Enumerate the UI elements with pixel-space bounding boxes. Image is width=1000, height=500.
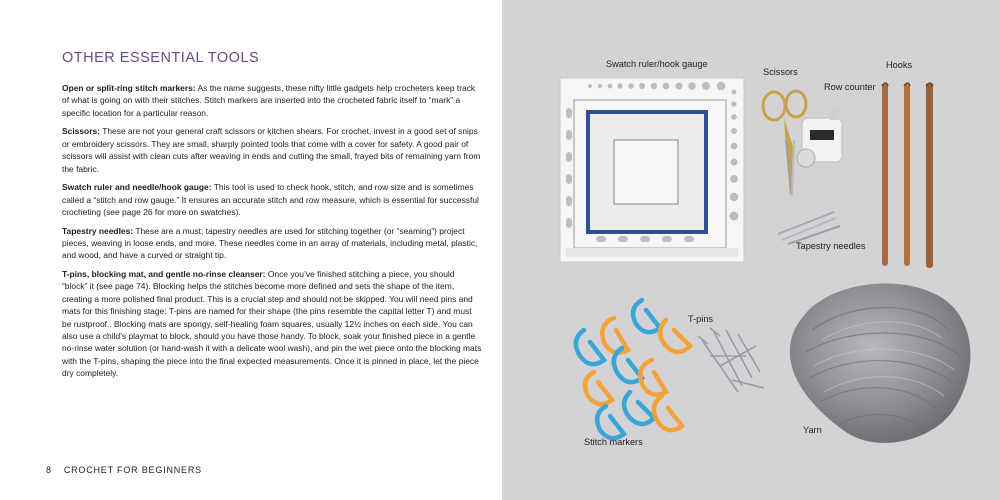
label-swatch-ruler: Swatch ruler/hook gauge xyxy=(606,59,708,69)
yarn-image xyxy=(790,284,971,443)
label-stitch-markers: Stitch markers xyxy=(584,437,643,447)
label-hooks: Hooks xyxy=(886,60,913,70)
swatch-ruler-image xyxy=(560,78,744,262)
paragraph-swatch-ruler xyxy=(62,181,482,218)
running-title: CROCHET FOR BEGINNERS xyxy=(63,465,202,475)
paragraph-t-pins xyxy=(62,268,482,380)
label-t-pins: T-pins xyxy=(688,314,714,324)
right-page-photo xyxy=(502,0,1000,500)
label-scissors: Scissors xyxy=(763,67,798,77)
paragraph-tapestry-needles xyxy=(62,225,482,262)
tapestry-needles-image xyxy=(778,212,840,244)
description: Once you’ve finished stitching a piece, you should “block” it (see page 74). Blocking helps the stitches become more defined and sets the shape of the item, creating a more polished final product. This is a crucial step and should not be skipped. You will need pins and mats for this finishing stage: T-pins are named for their shape (the pins resemble the capital letter T) and must be rustproof.. Blocking mats are spongy, self-healing foam squares, usually 12½ inches on each side. You can also use a child’s playmat to block, should you have those handy. To block, soak your finished piece in a gentle no-rinse water solution (or hand-wash it with a delicate wool wash), and pin the wet piece onto the blocking mats with the T-pins, shaping the piece into the final expected measurements. Once it is pinned in place, let the piece dry completely. xyxy=(62,269,482,379)
paragraph-stitch-markers xyxy=(62,82,482,119)
section-heading: OTHER ESSENTIAL TOOLS xyxy=(62,50,260,66)
label-tapestry-needles: Tapestry needles xyxy=(796,241,866,251)
term: Open or split-ring stitch markers: xyxy=(62,83,196,93)
row-counter-image xyxy=(797,108,842,167)
body-text xyxy=(62,82,482,386)
term: Scissors: xyxy=(62,126,100,137)
description: These are a must; tapestry needles are used for stitching together (or “seaming”) project pieces, weaving in loose ends, and more. These needles come in an array of materials, including metal, plastic, and wood, and have a curved or straight tip. xyxy=(62,225,478,261)
description: These are not your general craft scissors or kitchen shears. For crochet, invest in a good set of snips or embroidery scissors. They are small, sharply pointed tools that come with a cover for safety. A good pair of scissors will assist with clean cuts after weaving in ends and cutting the small, frayed bits of remaining yarn from the fabric. xyxy=(62,126,481,174)
scissors-image xyxy=(763,91,806,196)
description: This tool is used to check hook, stitch, and row size and is sometimes called a “stitch and row gauge.” It ensures an accurate stitch and row measure, which is essential for successful crocheting (see page 26 for more on swatches). xyxy=(62,182,479,218)
description: As the name suggests, these nifty little gadgets help crocheters keep track of what is going on with their stitches. Stitch markers are inserted into the crocheted fabric itself to “mark” a specific location for a particular reason. xyxy=(62,83,476,118)
term: T-pins, blocking mat, and gentle no-rinse cleanser: xyxy=(62,269,266,280)
label-row-counter: Row counter xyxy=(824,82,876,92)
stitch-markers-image xyxy=(576,300,690,438)
page-footer xyxy=(46,465,202,475)
term: Swatch ruler and needle/hook gauge: xyxy=(62,182,212,193)
page-number: 8 xyxy=(46,465,52,475)
paragraph-scissors xyxy=(62,125,482,175)
term: Tapestry needles: xyxy=(62,225,134,236)
hooks-image xyxy=(882,83,933,268)
tools-photo xyxy=(502,0,1000,500)
label-yarn: Yarn xyxy=(803,425,822,435)
t-pins-image xyxy=(698,328,764,392)
